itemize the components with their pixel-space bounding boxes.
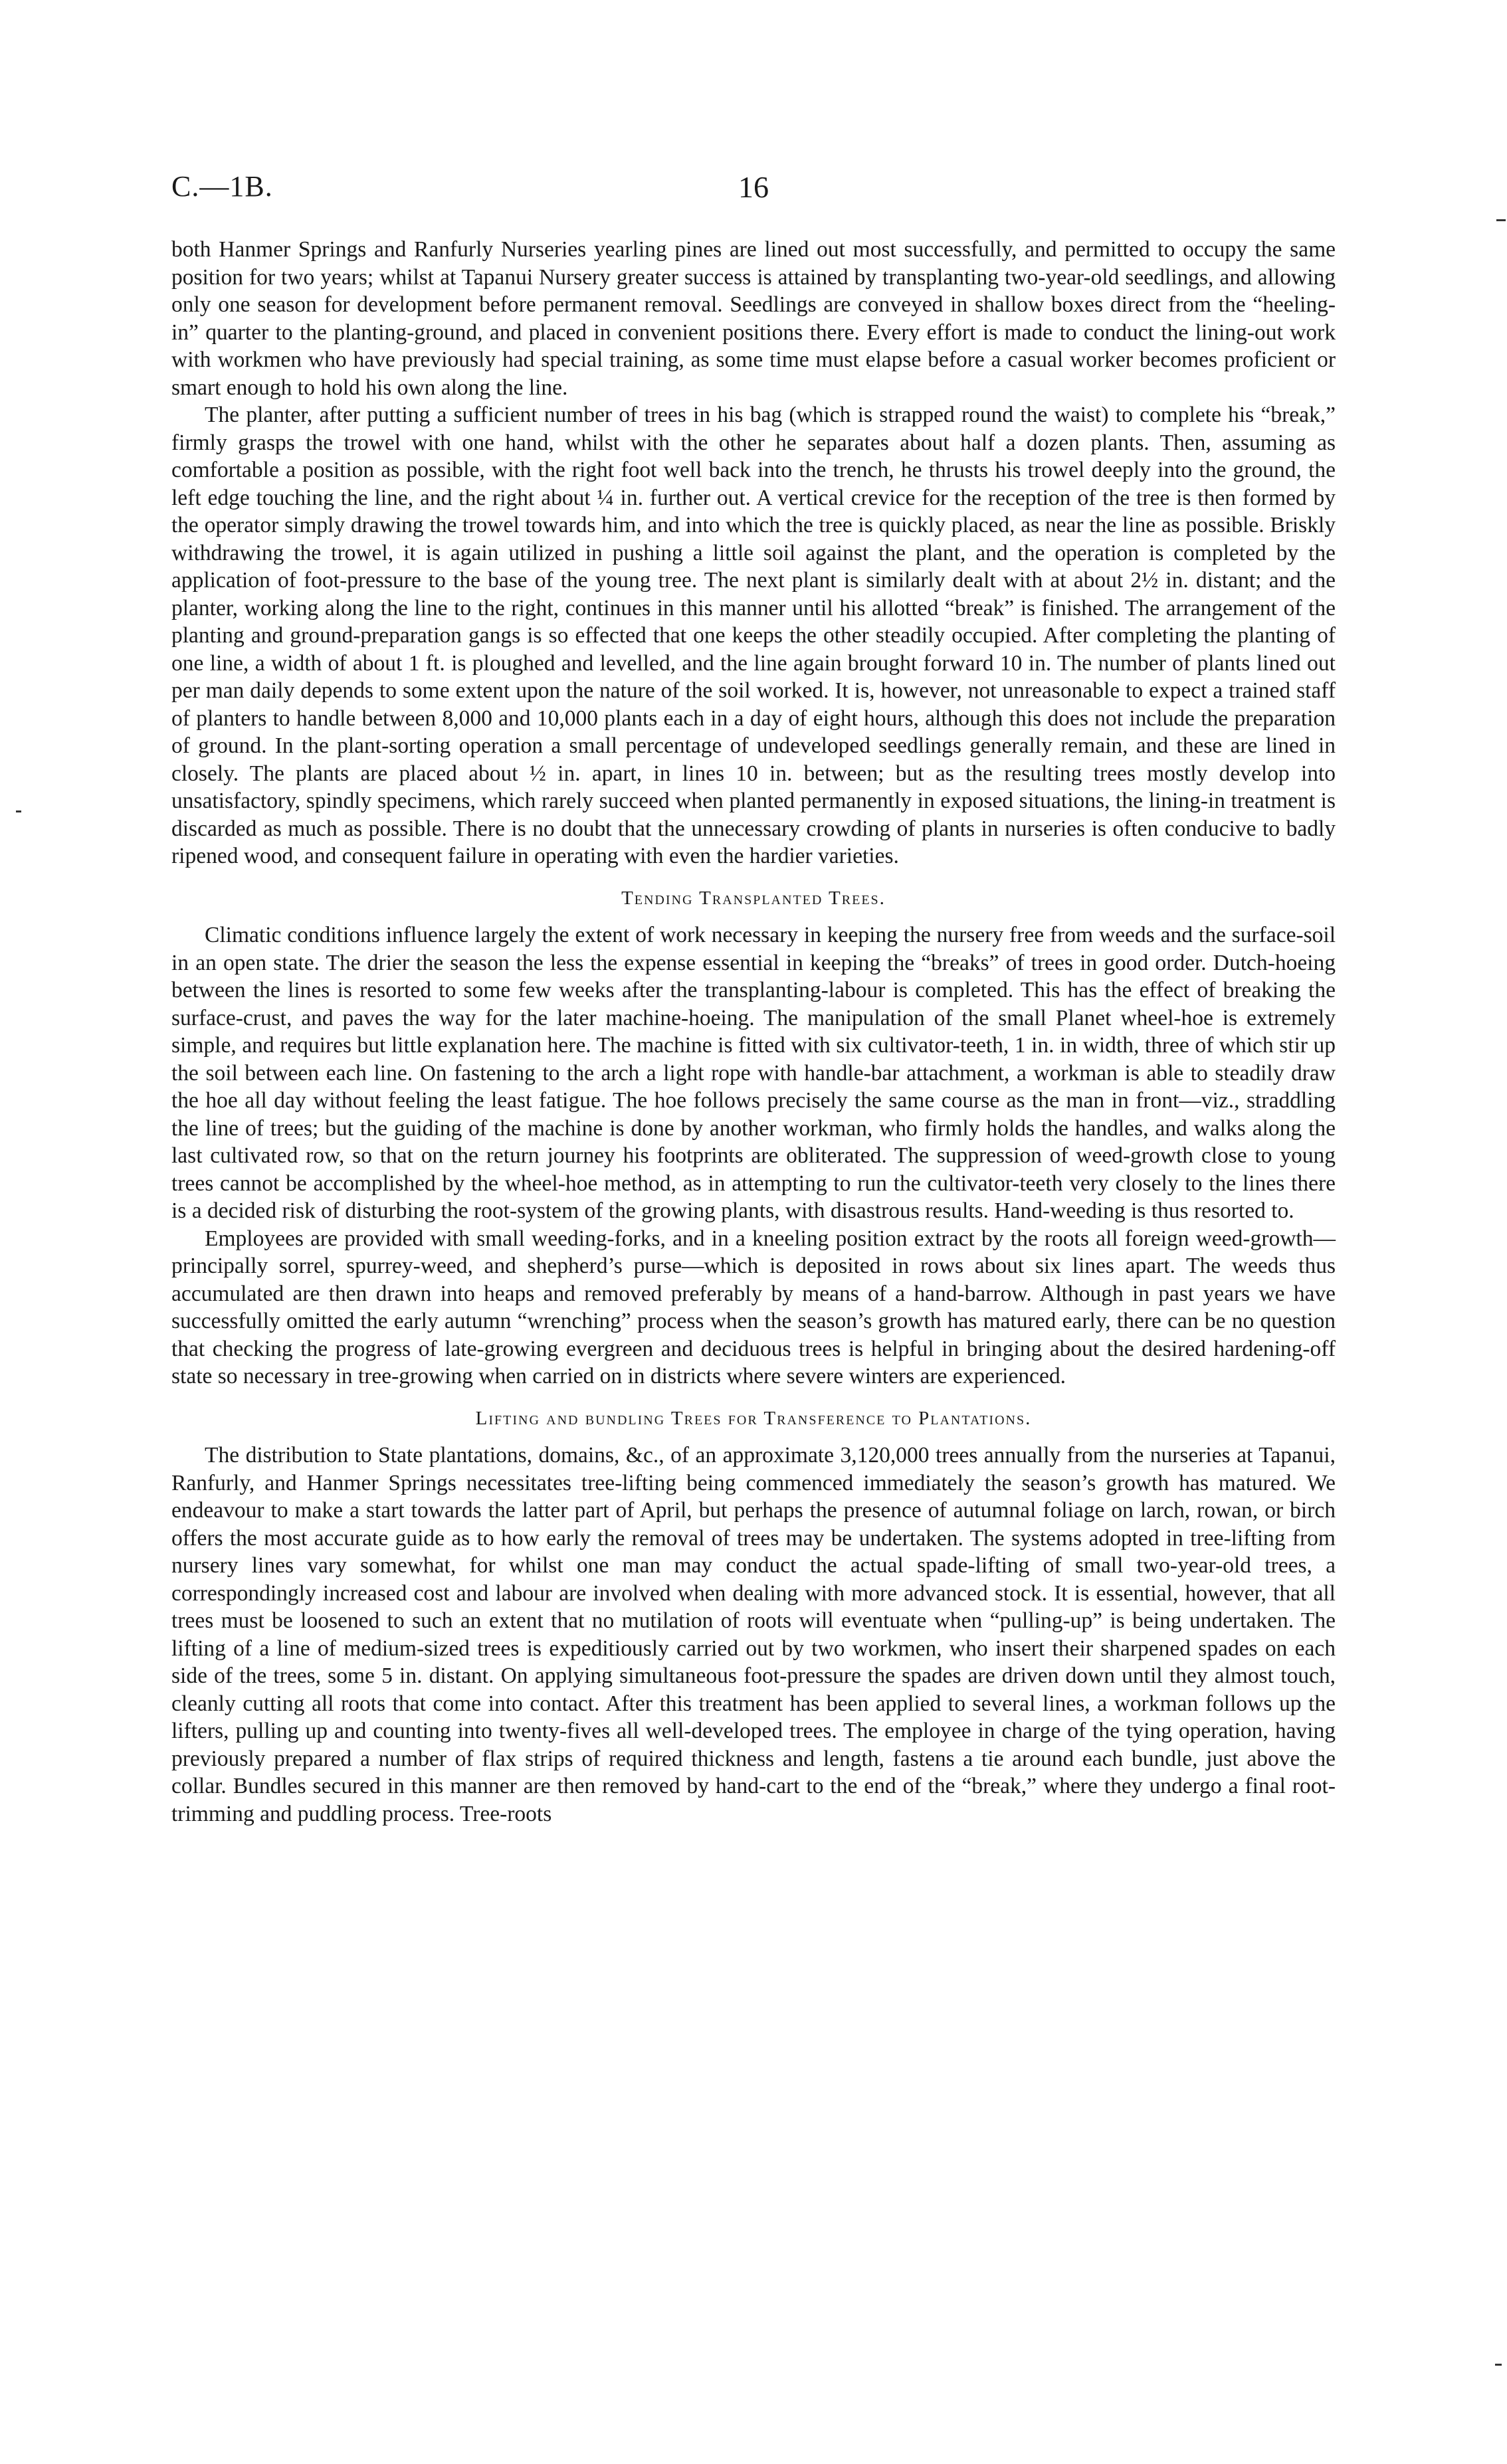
document-reference: C.—1B. <box>171 170 273 203</box>
margin-mark <box>1496 219 1506 221</box>
paragraph: Employees are provided with small weeding-forks, and in a kneeling position extract by the roots all foreign weed-growth—principally sorrel, spurrey-weed, and shepherd’s purse—which is deposited in rows about six lines apart. The weeds thus accumulated are then drawn into heaps and removed preferably by means of a hand-barrow. Although in past years we have successfully omitted the early autumn “wrenching” process when the season’s growth has matured early, there can be no question that checking the progress of late-growing evergreen and deciduous trees is helpful in bringing about the desired hardening-off state so necessary in tree-growing when carried on in districts where severe winters are experienced. <box>171 1226 1336 1388</box>
page-header <box>171 169 1336 209</box>
document-body <box>171 236 1336 1828</box>
section-heading: Lifting and bundling Trees for Transference to Plantations. <box>475 1407 1032 1429</box>
paragraph: The distribution to State plantations, domains, &c., of an approximate 3,120,000 trees annually from the nurseries at Tapanui, Ranfurly, and Hanmer Springs necessitates tree-lifting being commenced immediately the season’s growth has matured. We endeavour to make a start towards the latter part of April, but perhaps the presence of autumnal foliage on larch, rowan, or birch offers the most accurate guide as to how early the removal of trees may be undertaken. The systems adopted in tree-lifting from nursery lines vary somewhat, for whilst one man may conduct the actual spade-lifting of small two-year-old trees, a correspondingly increased cost and labour are involved when dealing with more advanced stock. It is essential, however, that all trees must be loosened to such an extent that no mutilation of roots will eventuate when “pulling-up” is being undertaken. The lifting of a line of medium-sized trees is expeditiously carried out by two workmen, who insert their sharpened spades on each side of the trees, some 5 in. distant. On applying simultaneous foot-pressure the spades are driven down until they almost touch, cleanly cutting all roots that come into contact. After this treatment has been applied to several lines, a workman follows up the lifters, pulling up and counting into twenty-fives all well-developed trees. The employee in charge of the tying operation, having previously prepared a number of flax strips of required thickness and length, fastens a tie around each bundle, just above the collar. Bundles secured in this manner are then removed by hand-cart to the end of the “break,” where they undergo a final root-trimming and puddling process. Tree-roots <box>171 1443 1336 1826</box>
page-number: 16 <box>738 170 769 204</box>
paragraph: both Hanmer Springs and Ranfurly Nurseries yearling pines are lined out most successfully, and permitted to occupy the same position for two years; whilst at Tapanui Nursery greater success is attained by transplanting two-year-old seedlings, and allowing only one season for development before permanent removal. Seedlings are conveyed in shallow boxes direct from the “heeling-in” quarter to the planting-ground, and placed in convenient positions there. Every effort is made to conduct the lining-out work with workmen who have previously had special training, as some time must elapse before a casual worker becomes proficient or smart enough to hold his own along the line. <box>171 237 1336 400</box>
paragraph: The planter, after putting a sufficient number of trees in his bag (which is strapped round the waist) to complete his “break,” firmly grasps the trowel with one hand, whilst with the other he separates about half a dozen plants. Then, assuming as comfortable a position as possible, with the right foot well back into the trench, he thrusts his trowel deeply into the ground, the left edge touching the line, and the right about ¼ in. further out. A vertical crevice for the reception of the tree is then formed by the operator simply drawing the trowel towards him, and into which the tree is quickly placed, as near the line as possible. Briskly withdrawing the trowel, it is again utilized in pushing a little soil against the plant, and the operation is completed by the application of foot-pressure to the base of the young tree. The next plant is similarly dealt with at about 2½ in. distant; and the planter, working along the line to the right, continues in this manner until his allotted “break” is finished. The arrangement of the planting and ground-preparation gangs is so effected that one keeps the other steadily occupied. After completing the planting of one line, a width of about 1 ft. is ploughed and levelled, and the line again brought forward 10 in. The number of plants lined out per man daily depends to some extent upon the nature of the soil worked. It is, however, not unreasonable to expect a trained staff of planters to handle between 8,000 and 10,000 plants each in a day of eight hours, although this does not include the preparation of ground. In the plant-sorting operation a small percentage of undeveloped seedlings generally remain, and these are lined in closely. The plants are placed about ½ in. apart, in lines 10 in. between; but as the resulting trees mostly develop into unsatisfactory, spindly specimens, which rarely succeed when planted permanently in exposed situations, the lining-in treatment is discarded as much as possible. There is no doubt that the unnecessary crowding of plants in nurseries is often conducive to badly ripened wood, and consequent failure in operating with even the hardier varieties. <box>171 403 1336 868</box>
section-heading: Tending Transplanted Trees. <box>621 887 886 909</box>
margin-mark <box>16 810 21 812</box>
paragraph: Climatic conditions influence largely the extent of work necessary in keeping the nursery free from weeds and the surface-soil in an open state. The drier the season the less the expense essential in keeping the “breaks” of trees in good order. Dutch-hoeing between the lines is resorted to some few weeks after the transplanting-labour is completed. This has the effect of breaking the surface-crust, and paves the way for the later machine-hoeing. The manipulation of the small Planet wheel-hoe is extremely simple, and requires but little explanation here. The machine is fitted with six cultivator-teeth, 1 in. in width, three of which stir up the soil between each line. On fastening to the arch a light rope with handle-bar attachment, a workman is able to steadily draw the hoe all day without feeling the least fatigue. The hoe follows precisely the same course as the man in front—viz., straddling the line of trees; but the guiding of the machine is done by another workman, who firmly holds the handles, and walks along the last cultivated row, so that on the return journey his footprints are obliterated. The suppression of weed-growth close to young trees cannot be accomplished by the wheel-hoe method, as in attempting to run the cultivator-teeth very closely to the lines there is a decided risk of disturbing the root-system of the growing plants, with disastrous results. Hand-weeding is thus resorted to. <box>171 923 1336 1223</box>
margin-mark <box>1495 2364 1502 2366</box>
